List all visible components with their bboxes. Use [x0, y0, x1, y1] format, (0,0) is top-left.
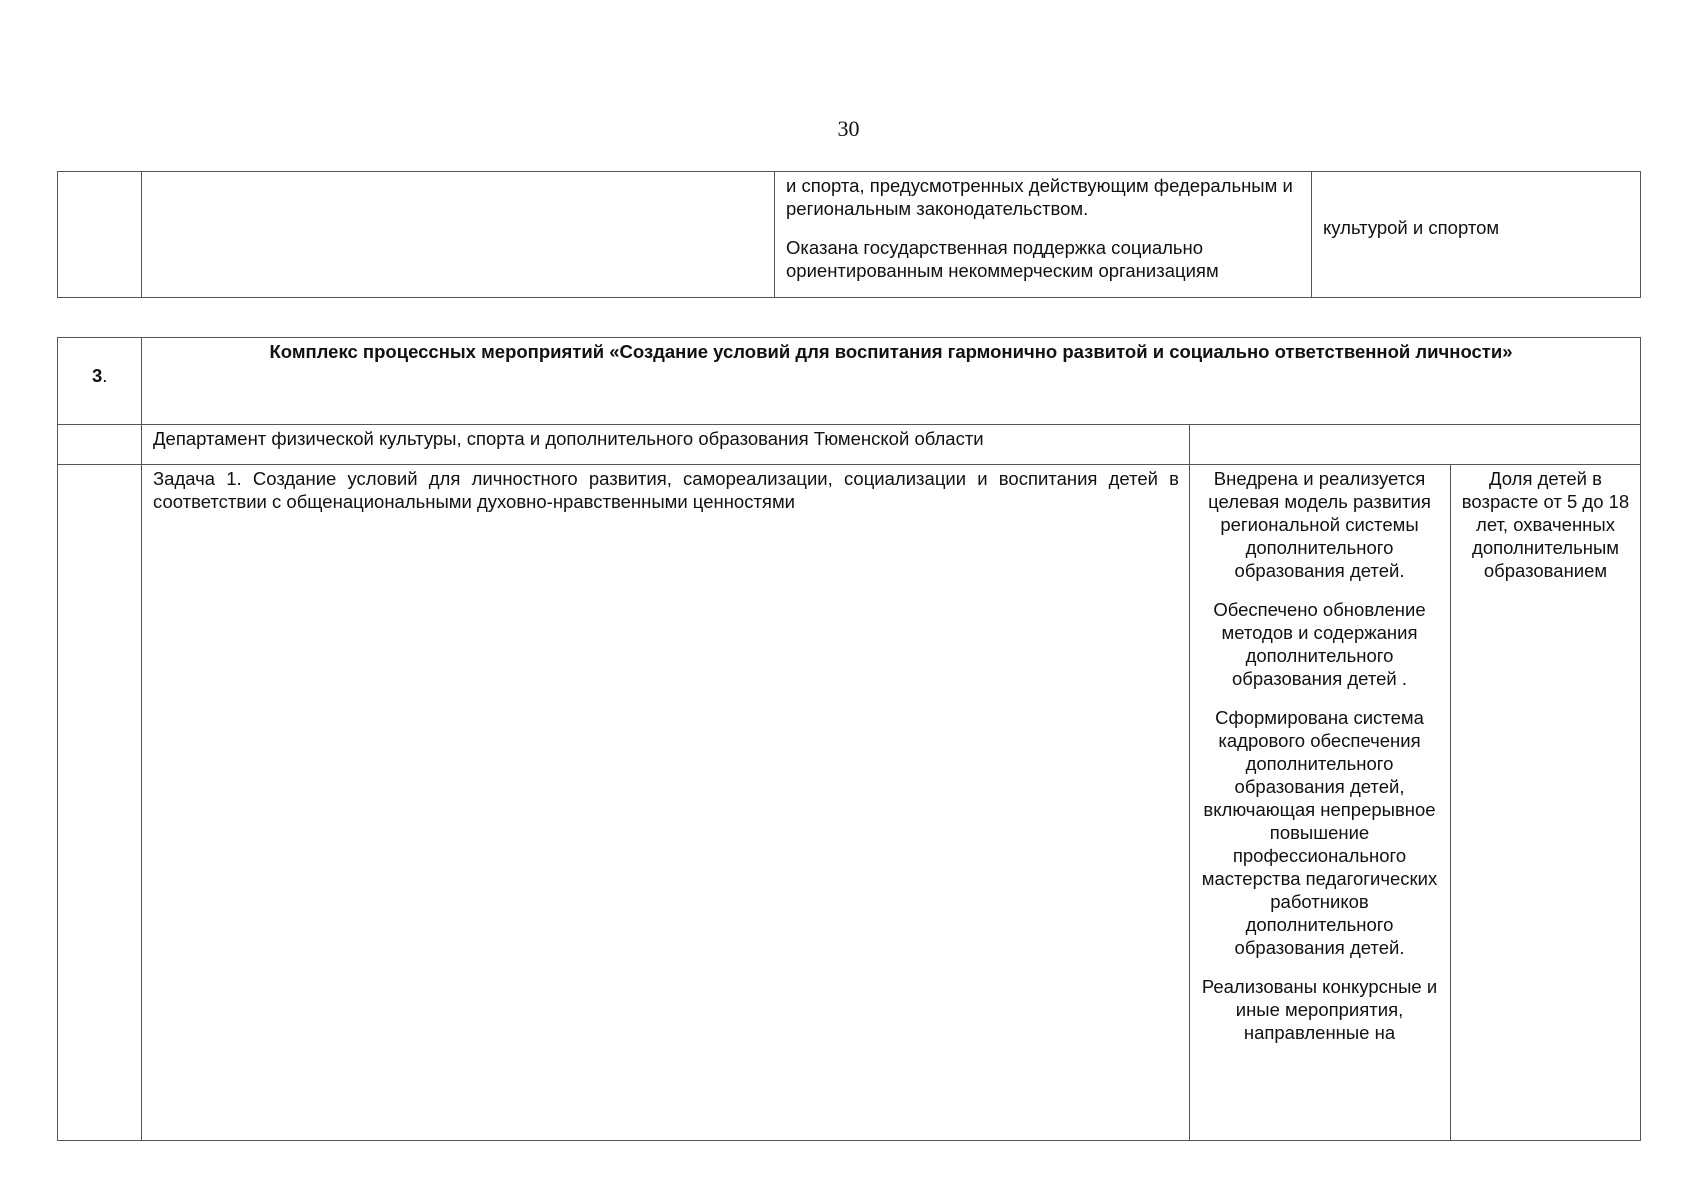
section-title: Комплекс процессных мероприятий «Создание условий для воспитания гармонично развитой и социально ответственной личности» — [269, 341, 1513, 362]
top-table-divider — [1311, 171, 1312, 298]
section-number — [92, 364, 107, 387]
result-text: Внедрена и реализуется целевая модель развития региональной системы дополнительного образования детей. — [1208, 468, 1431, 581]
top-responsible-cell: культурой и спортом — [1323, 217, 1500, 238]
section-number-suffix: . — [102, 365, 108, 386]
page-number: 30 — [837, 116, 860, 141]
results-cell — [1198, 467, 1441, 1139]
top-results-cell — [786, 174, 1301, 282]
top-result-text: и спорта, предусмотренных действующим федеральным и региональным законодательством. — [786, 175, 1293, 219]
department-name: Департамент физической культуры, спорта и дополнительного образования Тюменской области — [153, 428, 984, 449]
result-text: Обеспечено обновление методов и содержания дополнительного образования детей . — [1213, 599, 1426, 689]
section-table-divider — [1189, 424, 1190, 1141]
task-text: Задача 1. Создание условий для личностного развития, самореализации, социализации и воспитания детей в соответствии с общенациональными духовно-нравственными ценностями — [153, 468, 1179, 512]
top-result-text: Оказана государственная поддержка социально ориентированным некоммерческим организациям — [786, 237, 1219, 281]
indicator-text: Доля детей в возрасте от 5 до 18 лет, охваченных дополнительным образованием — [1461, 468, 1630, 581]
top-table-divider — [141, 171, 142, 298]
top-table-divider — [774, 171, 775, 298]
section-table-rule — [57, 424, 1641, 425]
section-table-divider — [141, 337, 142, 1141]
section-table-rule — [57, 464, 1641, 465]
section-number-value: 3 — [92, 365, 103, 386]
result-text: Сформирована система кадрового обеспечения дополнительного образования детей, включающая непрерывное повышение профессионального мастерства педагогических работников дополнительного образования детей. — [1201, 707, 1438, 958]
result-text: Реализованы конкурсные и иные мероприятия, направленные на — [1201, 976, 1438, 1043]
section-table-divider — [1450, 464, 1451, 1141]
